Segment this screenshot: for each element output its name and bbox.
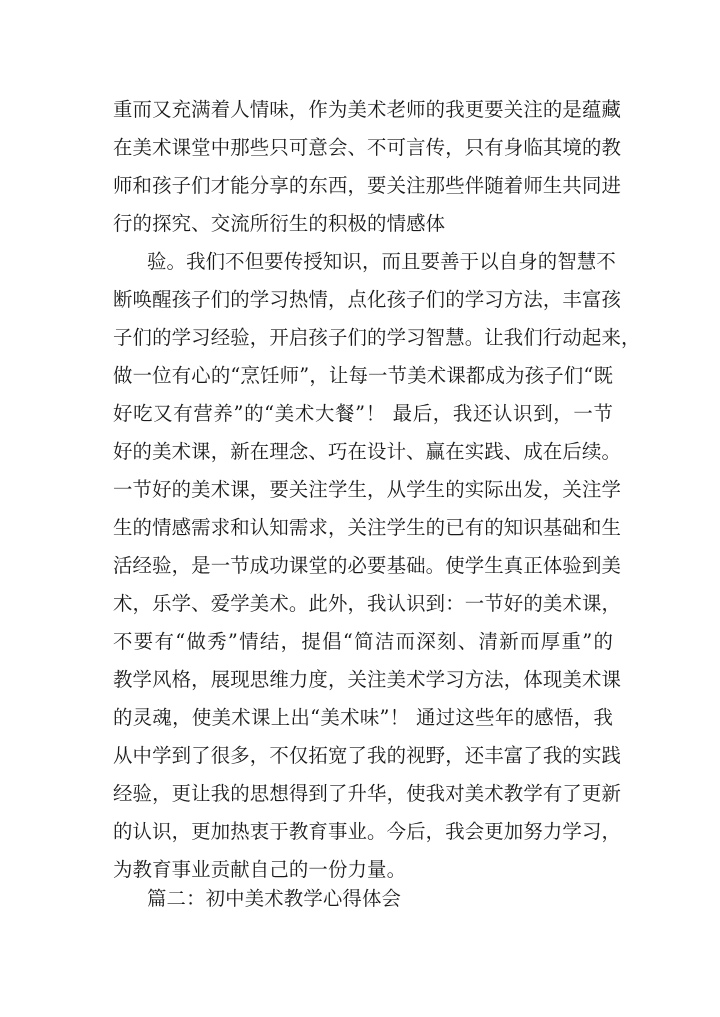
text-line: 断唤醒孩子们的学习热情，点化孩子们的学习方法，丰富孩 — [113, 288, 622, 311]
text-line: 从中学到了很多，不仅拓宽了我的视野，还丰富了我的实践 — [113, 744, 622, 767]
text-line: 师和孩子们才能分享的东西，要关注那些伴随着师生共同进 — [113, 174, 622, 197]
section-heading: 篇二：初中美术教学心得体会 — [147, 887, 402, 910]
text-line: 验。我们不但要传授知识，而且要善于以自身的智慧不 — [147, 250, 616, 273]
text-line: 在美术课堂中那些只可意会、不可言传，只有身临其境的教 — [113, 136, 622, 159]
paragraph-continued — [113, 91, 622, 243]
text-line: 经验，更让我的思想得到了升华，使我对美术教学有了更新 — [113, 782, 622, 805]
text-line: 好的美术课，新在理念、巧在设计、赢在实践、成在后续。 — [113, 440, 622, 463]
text-line: 教学风格，展现思维力度，关注美术学习方法，体现美术课 — [113, 668, 622, 691]
text-line: 术，乐学、爱学美术。此外，我认识到：一节好的美术课， — [113, 592, 622, 615]
text-line: 为教育事业贡献自己的一份力量。 — [113, 858, 407, 881]
text-line: 一节好的美术课，要关注学生，从学生的实际出发，关注学 — [113, 478, 622, 501]
text-line: 的认识，更加热衷于教育事业。今后，我会更加努力学习， — [113, 820, 622, 843]
text-line: 子们的学习经验，开启孩子们的学习智慧。让我们行动起来， — [113, 326, 641, 349]
text-line: 做一位有心的“烹饪师”，让每一节美术课都成为孩子们“既 — [113, 364, 613, 387]
text-line: 重而又充满着人情味，作为美术老师的我更要关注的是蕴藏 — [113, 98, 622, 121]
text-line: 生的情感需求和认知需求，关注学生的已有的知识基础和生 — [113, 516, 622, 539]
text-line: 行的探究、交流所衍生的积极的情感体 — [113, 212, 446, 235]
paragraph-main — [113, 243, 641, 889]
section-heading-block — [113, 880, 613, 918]
text-line: 的灵魂，使美术课上出“美术味”！ 通过这些年的感悟，我 — [113, 706, 613, 729]
text-line: 不要有“做秀”情结，提倡“简洁而深刻、清新而厚重”的 — [113, 630, 613, 653]
text-line: 好吃又有营养”的“美术大餐”！ 最后，我还认识到，一节 — [113, 402, 613, 425]
text-line: 活经验，是一节成功课堂的必要基础。使学生真正体验到美 — [113, 554, 622, 577]
